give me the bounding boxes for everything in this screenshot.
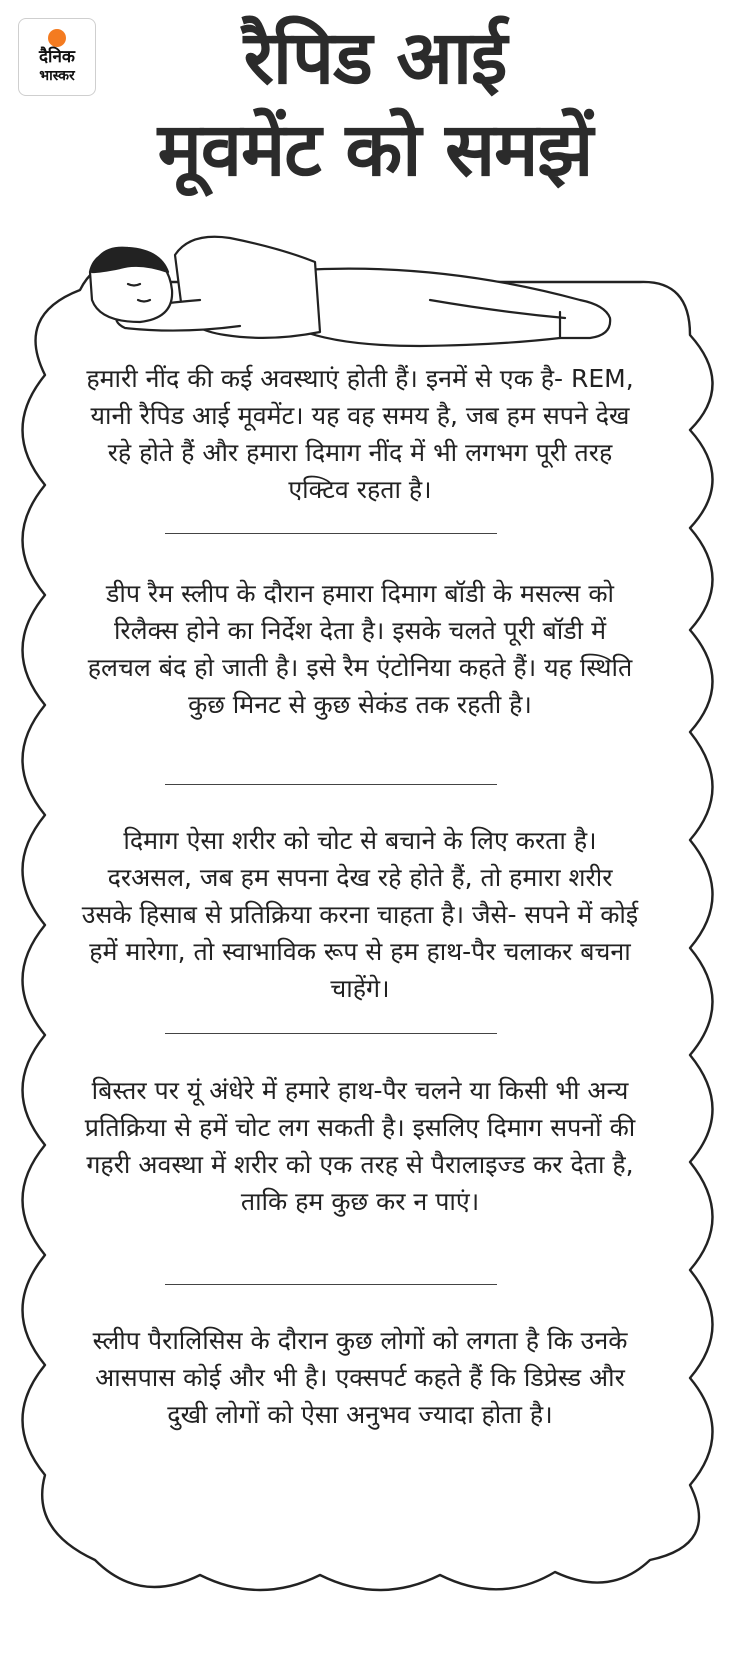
sleeping-person-icon	[90, 237, 610, 346]
divider-4	[165, 1284, 497, 1285]
divider-2	[165, 784, 497, 785]
paragraph-5: स्लीप पैरालिसिस के दौरान कुछ लोगों को लगता है कि उनके आसपास कोई और भी है। एक्सपर्ट कहते हैं कि डिप्रेस्ड और दुखी लोगों को ऐसा अनुभव ज्यादा होता है।	[92, 1326, 628, 1429]
logo-text-line2: भास्कर	[39, 68, 75, 84]
title-line-1: रैपिड आई	[243, 15, 507, 101]
paragraph-2: डीप रैम स्लीप के दौरान हमारा दिमाग बॉडी के मसल्स को रिलैक्स होने का निर्देश देता है। इसके चलते पूरी बॉडी में हलचल बंद हो जाती है। इसे रैम एंटोनिया कहते हैं। यह स्थिति कुछ मिनट से कुछ सेकंड तक रहती है।	[87, 579, 633, 719]
title-line-2: मूवमेंट को समझें	[157, 107, 593, 193]
divider-3	[165, 1033, 497, 1034]
logo-text-line1: दैनिक	[39, 47, 75, 67]
paragraph-1: हमारी नींद की कई अवस्थाएं होती हैं। इनमें से एक है- REM, यानी रैपिड आई मूवमेंट। यह वह समय है, जब हम सपने देख रहे होते हैं और हमारा दिमाग नींद में भी लगभग पूरी तरह एक्टिव रहता है।	[86, 364, 634, 504]
paragraph-4: बिस्तर पर यूं अंधेरे में हमारे हाथ-पैर चलने या किसी भी अन्य प्रतिक्रिया से हमें चोट लग सकती है। इसलिए दिमाग सपनों की गहरी अवस्था में शरीर को एक तरह से पैरालाइज्ड कर देता है, ताकि हम कुछ कर न पाएं।	[84, 1076, 636, 1216]
paragraph-3: दिमाग ऐसा शरीर को चोट से बचाने के लिए करता है। दरअसल, जब हम सपना देख रहे होते हैं, तो हमारा शरीर उसके हिसाब से प्रतिक्रिया करना चाहता है। जैसे- सपने में कोई हमें मारेगा, तो स्वाभाविक रूप से हम हाथ-पैर चलाकर बचना चाहेंगे।	[81, 826, 639, 1003]
divider-1	[165, 533, 497, 534]
